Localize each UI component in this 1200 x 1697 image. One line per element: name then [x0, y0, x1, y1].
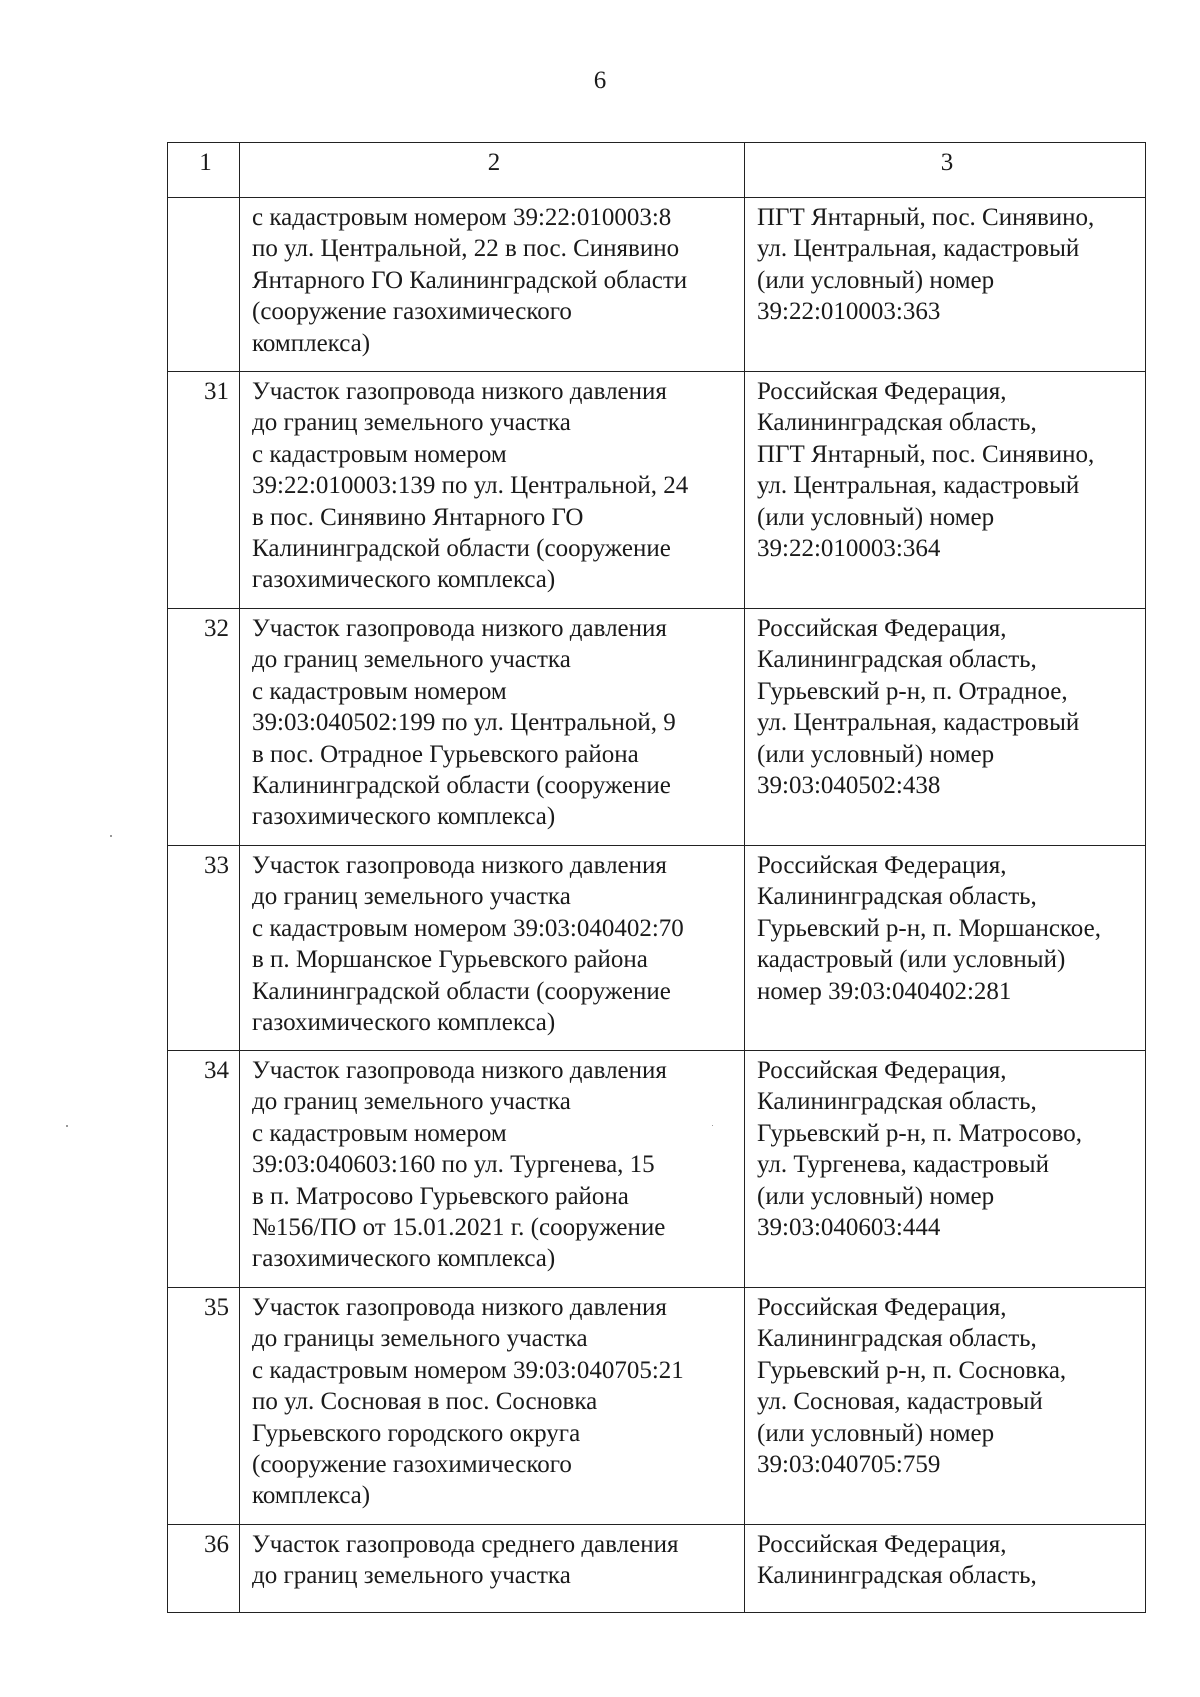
column-header: 2 [240, 143, 745, 198]
object-address: ПГТ Янтарный, пос. Синявино, ул. Центральная, кадастровый (или условный) номер 39:22:010003:363 [745, 198, 1146, 372]
object-description: Участок газопровода низкого давления до границ земельного участка с кадастровым номером 39:22:010003:139 по ул. Центральной, 24 в пос. Синявино Янтарного ГО Калининградской области (сооружение газохимического комплекса) [240, 372, 745, 609]
object-description: Участок газопровода низкого давления до границ земельного участка с кадастровым номером 39:03:040603:160 по ул. Тургенева, 15 в п. Матросово Гурьевского района №156/ПО от 15.01.2021 г. (сооружение газохимического комплекса) [240, 1051, 745, 1288]
table-row [168, 1288, 1146, 1525]
table-row [168, 1051, 1146, 1288]
table-row [168, 372, 1146, 609]
object-description: Участок газопровода низкого давления до границ земельного участка с кадастровым номером 39:03:040402:70 в п. Моршанское Гурьевского района Калининградской области (сооружение газохимического комплекса) [240, 846, 745, 1051]
row-number: 34 [168, 1051, 240, 1288]
object-description: Участок газопровода низкого давления до границ земельного участка с кадастровым номером 39:03:040502:199 по ул. Центральной, 9 в пос. Отрадное Гурьевского района Калининградской области (сооружение газохимического комплекса) [240, 609, 745, 846]
object-address: Российская Федерация, Калининградская область, ПГТ Янтарный, пос. Синявино, ул. Центральная, кадастровый (или условный) номер 39:22:010003:364 [745, 372, 1146, 609]
table-row [168, 198, 1146, 372]
row-number: 33 [168, 846, 240, 1051]
table-row [168, 609, 1146, 846]
object-description: с кадастровым номером 39:22:010003:8 по ул. Центральной, 22 в пос. Синявино Янтарного ГО Калининградской области (сооружение газохимического комплекса) [240, 198, 745, 372]
object-description: Участок газопровода низкого давления до границы земельного участка с кадастровым номером 39:03:040705:21 по ул. Сосновая в пос. Сосновка Гурьевского городского округа (сооружение газохимического комплекса) [240, 1288, 745, 1525]
object-address: Российская Федерация, Калининградская область, [745, 1525, 1146, 1613]
table-row [168, 846, 1146, 1051]
row-number: 32 [168, 609, 240, 846]
row-number: 36 [168, 1525, 240, 1613]
page-number: 6 [593, 67, 607, 94]
scan-speck [110, 835, 112, 837]
row-number [168, 198, 240, 372]
table-row [168, 1525, 1146, 1613]
row-number: 31 [168, 372, 240, 609]
column-header: 3 [745, 143, 1146, 198]
table-header-row [168, 143, 1146, 198]
object-address: Российская Федерация, Калининградская область, Гурьевский р-н, п. Отрадное, ул. Центральная, кадастровый (или условный) номер 39:03:040502:438 [745, 609, 1146, 846]
object-address: Российская Федерация, Калининградская область, Гурьевский р-н, п. Моршанское, кадастровый (или условный) номер 39:03:040402:281 [745, 846, 1146, 1051]
property-table [167, 142, 1146, 1613]
scan-speck [66, 1125, 68, 1127]
object-description: Участок газопровода среднего давления до границ земельного участка [240, 1525, 745, 1613]
row-number: 35 [168, 1288, 240, 1525]
object-address: Российская Федерация, Калининградская область, Гурьевский р-н, п. Матросово, ул. Тургенева, кадастровый (или условный) номер 39:03:040603:444 [745, 1051, 1146, 1288]
object-address: Российская Федерация, Калининградская область, Гурьевский р-н, п. Сосновка, ул. Сосновая, кадастровый (или условный) номер 39:03:040705:759 [745, 1288, 1146, 1525]
column-header: 1 [168, 143, 240, 198]
